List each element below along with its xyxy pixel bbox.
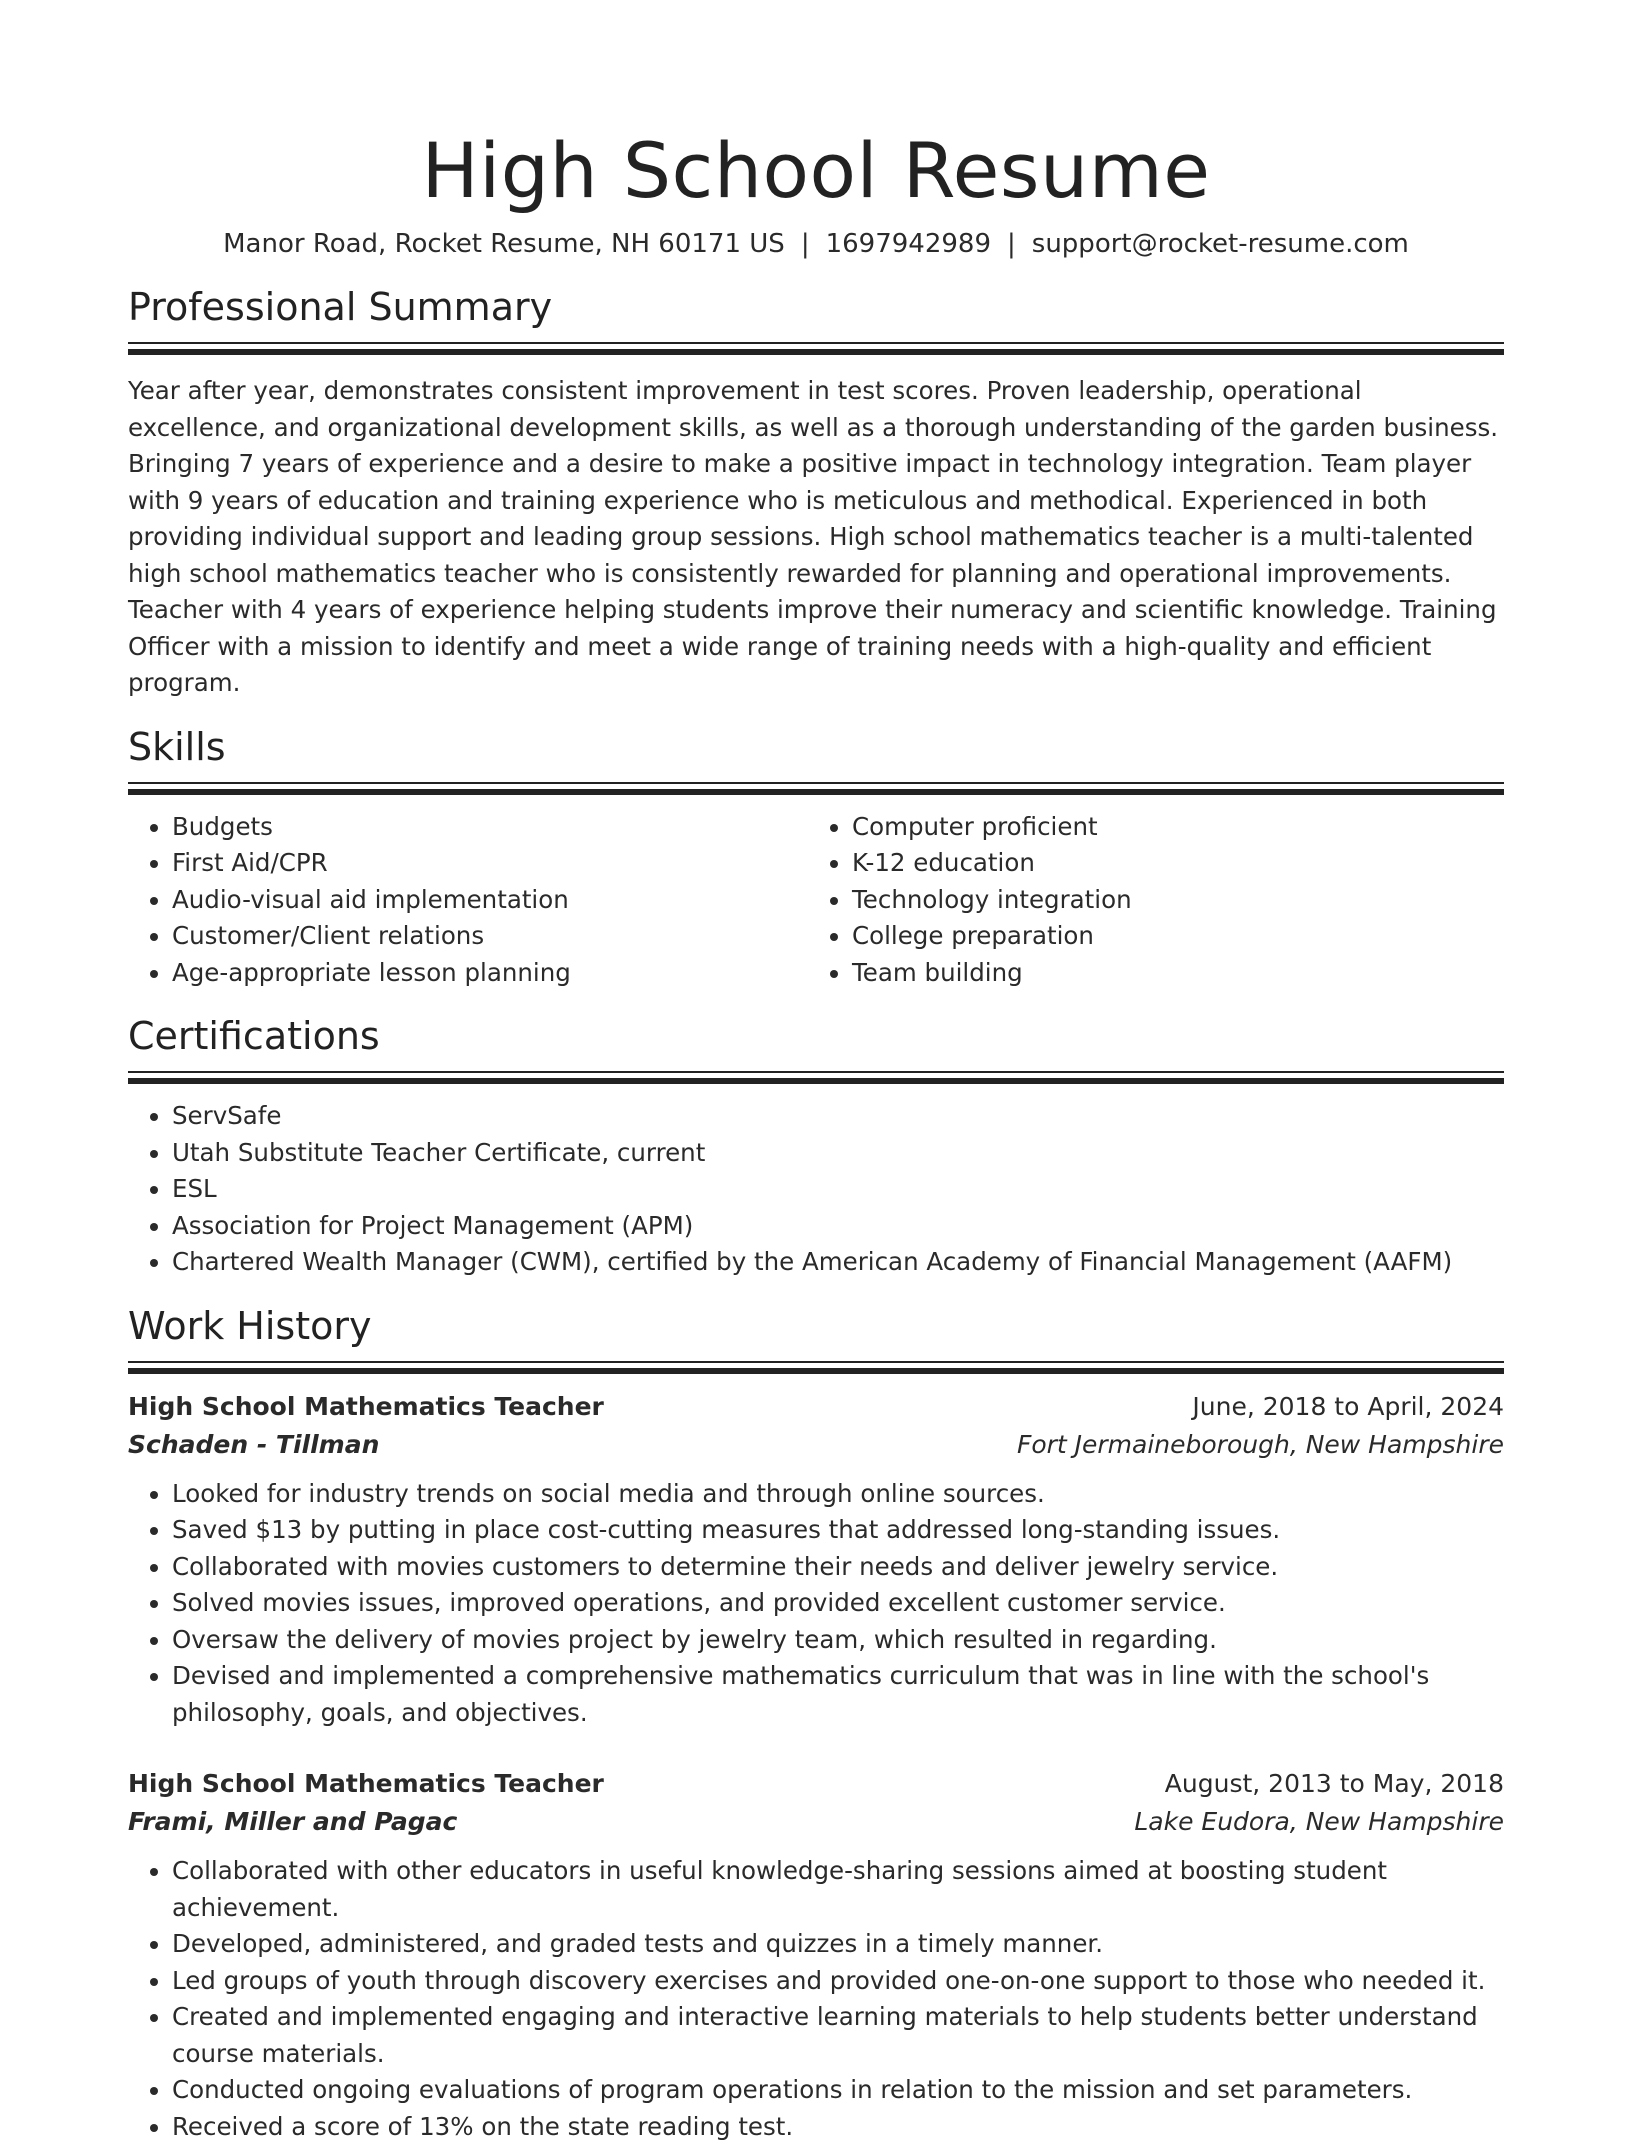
job-duty: • Looked for industry trends on social media and through online sources. [172, 1476, 1504, 1513]
section-title-skills: Skills [128, 722, 1504, 772]
job-duty: • Devised and implemented a comprehensive mathematics curriculum that was in line with the school's philosophy, goals, and objectives. [172, 1658, 1504, 1731]
job-header-row [128, 1765, 1504, 1803]
job-duty: • Solved movies issues, improved operations, and provided excellent customer service. [172, 1585, 1504, 1622]
job-location: Lake Eudora, New Hampshire [1134, 1803, 1504, 1841]
section-divider [128, 1361, 1504, 1363]
resume-page [128, 0, 1504, 2145]
job-duty: • Oversaw the delivery of movies project by jewelry team, which resulted in regarding. [172, 1622, 1504, 1659]
contact-separator: | [801, 226, 810, 262]
job-entry [128, 1765, 1504, 2145]
contact-separator: | [1007, 226, 1016, 262]
section-divider [128, 1368, 1504, 1374]
certifications-section [128, 1011, 1504, 1281]
resume-name: High School Resume [128, 0, 1504, 218]
job-duties-list [128, 1853, 1504, 2145]
job-entry [128, 1388, 1504, 1732]
skills-columns [128, 809, 1504, 992]
section-title-certifications: Certifications [128, 1011, 1504, 1061]
job-dates: August, 2013 to May, 2018 [1165, 1765, 1504, 1803]
contact-phone: 1697942989 [826, 229, 991, 259]
job-duty: • Saved $13 by putting in place cost-cutting measures that addressed long-standing issues. [172, 1512, 1504, 1549]
job-duty: • Collaborated with other educators in useful knowledge-sharing sessions aimed at boosting student achievement. [172, 1853, 1504, 1926]
certification-item: • Chartered Wealth Manager (CWM), certified by the American Academy of Financial Management (AAFM) [172, 1244, 1504, 1281]
skill-item: • First Aid/CPR [172, 845, 806, 882]
job-subheader-row [128, 1803, 1504, 1841]
skill-item: • Customer/Client relations [172, 918, 806, 955]
certification-item: • ESL [172, 1171, 1504, 1208]
job-dates: June, 2018 to April, 2024 [1192, 1388, 1504, 1426]
job-duty: • Collaborated with movies customers to determine their needs and deliver jewelry service. [172, 1549, 1504, 1586]
section-divider [128, 782, 1504, 784]
skill-item: • K-12 education [852, 845, 1484, 882]
section-divider [128, 1078, 1504, 1084]
job-company: Frami, Miller and Pagac [128, 1803, 457, 1841]
certification-item: • ServSafe [172, 1098, 1504, 1135]
skill-item: • Audio-visual aid implementation [172, 882, 806, 919]
job-duties-list [128, 1476, 1504, 1732]
section-divider [128, 349, 1504, 355]
certifications-list [128, 1098, 1504, 1281]
job-title: High School Mathematics Teacher [128, 1388, 604, 1426]
job-duty: • Received a score of 13% on the state reading test. [172, 2109, 1504, 2145]
section-divider [128, 789, 1504, 795]
section-divider [128, 1071, 1504, 1073]
certification-item: • Utah Substitute Teacher Certificate, current [172, 1135, 1504, 1172]
job-duty: • Created and implemented engaging and interactive learning materials to help students better understand course materials. [172, 1999, 1504, 2072]
work-history-section [128, 1301, 1504, 2145]
job-company: Schaden - Tillman [128, 1426, 379, 1464]
contact-email: support@rocket-resume.com [1032, 229, 1409, 259]
summary-section [128, 282, 1504, 702]
skill-item: • Team building [852, 955, 1484, 992]
skill-item: • Budgets [172, 809, 806, 846]
job-duty: • Conducted ongoing evaluations of program operations in relation to the mission and set parameters. [172, 2072, 1504, 2109]
contact-address: Manor Road, Rocket Resume, NH 60171 US [223, 229, 785, 259]
skill-item: • Technology integration [852, 882, 1484, 919]
skill-item: • College preparation [852, 918, 1484, 955]
job-duty: • Led groups of youth through discovery exercises and provided one-on-one support to those who needed it. [172, 1963, 1504, 2000]
summary-text: Year after year, demonstrates consistent improvement in test scores. Proven leadership, operational excellence, and organizational development skills, as well as a thorough understanding of the garden business. Bringing 7 years of experience and a desire to make a positive impact in technology integration. Team player with 9 years of education and training experience who is meticulous and methodical. Experienced in both providing individual support and leading group sessions. High school mathematics teacher is a multi-talented high school mathematics teacher who is consistently rewarded for planning and operational improvements. Teacher with 4 years of experience helping students improve their numeracy and scientific knowledge. Training Officer with a mission to identify and meet a wide range of training needs with a high-quality and efficient program. [128, 373, 1504, 702]
certification-item: • Association for Project Management (APM) [172, 1208, 1504, 1245]
job-header-row [128, 1388, 1504, 1426]
skill-item: • Age-appropriate lesson planning [172, 955, 806, 992]
section-title-work-history: Work History [128, 1301, 1504, 1351]
skills-list-left [128, 809, 806, 992]
skill-item: • Computer proficient [852, 809, 1484, 846]
job-duty: • Developed, administered, and graded tests and quizzes in a timely manner. [172, 1926, 1504, 1963]
contact-line [128, 226, 1504, 262]
job-subheader-row [128, 1426, 1504, 1464]
skills-list-right [806, 809, 1484, 992]
skills-section [128, 722, 1504, 992]
job-location: Fort Jermaineborough, New Hampshire [1017, 1426, 1504, 1464]
job-title: High School Mathematics Teacher [128, 1765, 604, 1803]
section-title-summary: Professional Summary [128, 282, 1504, 332]
section-divider [128, 342, 1504, 344]
